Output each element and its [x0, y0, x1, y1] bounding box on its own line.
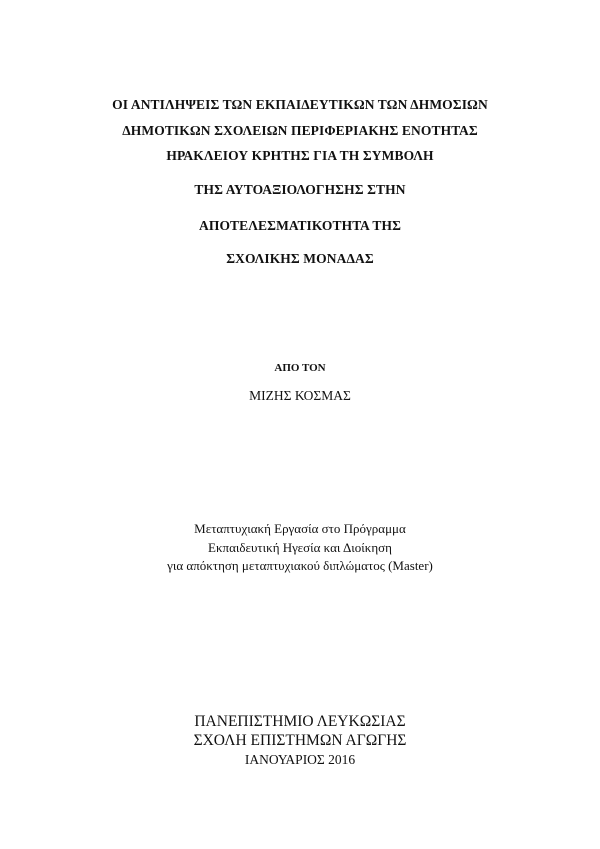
title-line-3: ΗΡΑΚΛΕΙΟΥ ΚΡΗΤΗΣ ΓΙΑ ΤΗ ΣΥΜΒΟΛΗ — [166, 148, 434, 163]
title-line-4: ΤΗΣ ΑΥΤΟΑΞΙΟΛΟΓΗΣΗΣ ΣΤΗΝ — [194, 182, 406, 197]
submission-date: ΙΑΝΟΥΑΡΙΟΣ 2016 — [244, 752, 356, 767]
thesis-line-3: για απόκτηση μεταπτυχιακού διπλώματος (Master) — [167, 558, 433, 573]
university-name: ΠΑΝΕΠΙΣΤΗΜΙΟ ΛΕΥΚΩΣΙΑΣ — [194, 713, 406, 730]
author-name: ΜΙΖΗΣ ΚΟΣΜΑΣ — [249, 388, 351, 403]
thesis-description — [0, 520, 600, 576]
thesis-line-1: Μεταπτυχιακή Εργασία στο Πρόγραμμα — [194, 521, 406, 536]
title-line-1: ΟΙ ΑΝΤΙΛΗΨΕΙΣ ΤΩΝ ΕΚΠΑΙΔΕΥΤΙΚΩΝ ΤΩΝ ΔΗΜΟΣΙΩΝ — [112, 97, 488, 112]
thesis-line-2: Εκπαιδευτική Ηγεσία και Διοίκηση — [208, 539, 392, 555]
byline-label: ΑΠΟ ΤΟΝ — [274, 362, 326, 374]
institution-block — [0, 712, 600, 769]
title-line-2: ΔΗΜΟΤΙΚΩΝ ΣΧΟΛΕΙΩΝ ΠΕΡΙΦΕΡΙΑΚΗΣ ΕΝΟΤΗΤΑΣ — [122, 123, 478, 138]
title-line-6: ΣΧΟΛΙΚΗΣ ΜΟΝΑΔΑΣ — [226, 251, 374, 266]
title-line-5: ΑΠΟΤΕΛΕΣΜΑΤΙΚΟΤΗΤΑ ΤΗΣ — [199, 218, 401, 233]
school-name: ΣΧΟΛΗ ΕΠΙΣΤΗΜΩΝ ΑΓΩΓΗΣ — [193, 732, 407, 749]
